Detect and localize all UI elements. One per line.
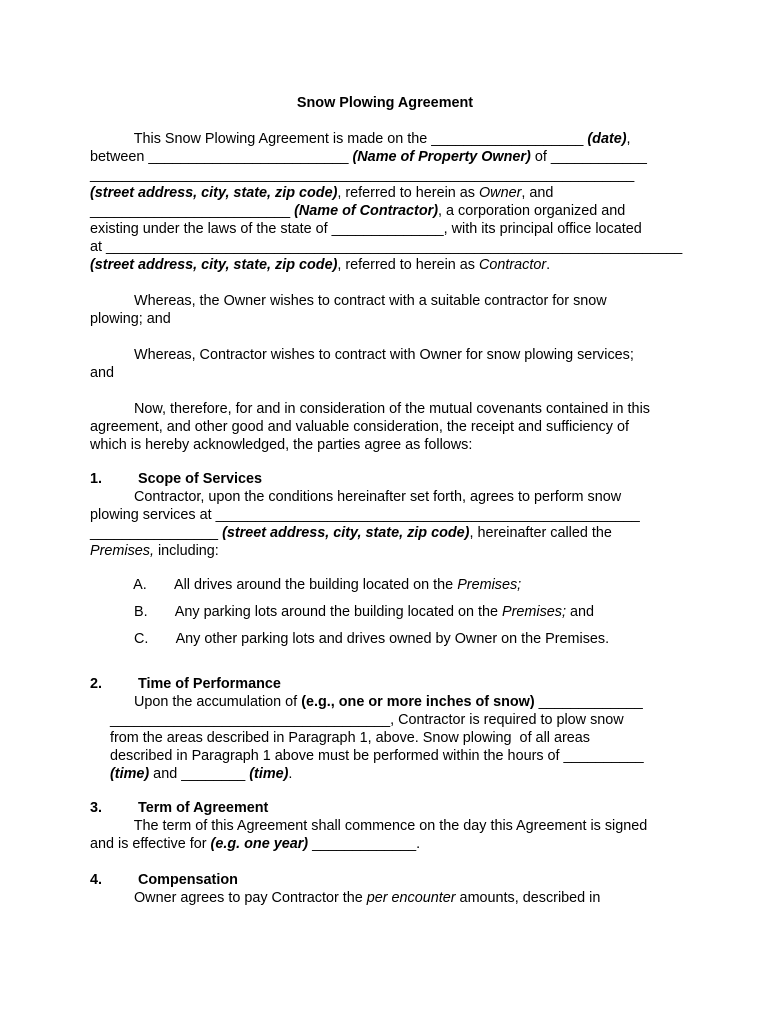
text-run: 4. Compensation — [90, 872, 238, 888]
document-line — [90, 238, 682, 256]
document-title: Snow Plowing Agreement — [296, 95, 474, 111]
text-run: 2. Time of Performance — [90, 676, 281, 692]
text-run: (date) — [587, 131, 627, 147]
document-line — [90, 729, 590, 747]
text-run: ________________ — [90, 525, 223, 541]
text-run: (Name of Property Owner) — [352, 149, 531, 165]
text-run: . — [546, 257, 551, 273]
text-run: . — [288, 766, 293, 782]
text-run: ___________________________________, Contractor is required to plow snow — [90, 712, 624, 728]
document-line — [90, 889, 600, 907]
document-line — [90, 436, 472, 454]
text-run: (e.g. one year) — [210, 836, 309, 852]
text-run: Owner agrees to pay Contractor the — [90, 890, 367, 906]
text-run: plowing; and — [90, 311, 171, 327]
text-run: , hereinafter called the — [469, 525, 612, 541]
text-run: Upon the accumulation of — [90, 694, 302, 710]
text-run: The term of this Agreement shall commence on the day this Agreement is signed — [90, 818, 648, 834]
document-line — [90, 256, 550, 274]
document-line — [90, 576, 521, 594]
text-run: between _________________________ — [90, 149, 353, 165]
document-line — [90, 148, 647, 166]
text-run: Premises, — [90, 543, 154, 559]
text-run: Contractor — [478, 257, 547, 273]
document-line — [90, 542, 219, 560]
document-line — [90, 418, 629, 436]
document-line — [90, 799, 268, 817]
text-run: , referred to herein as — [337, 257, 479, 273]
text-run: _____________ — [534, 694, 643, 710]
document-line — [90, 310, 171, 328]
document-line — [90, 202, 625, 220]
text-run — [90, 766, 110, 782]
text-run: _________________________ — [90, 203, 295, 219]
text-run: Now, therefore, for and in consideration of the mutual covenants contained in this — [90, 401, 650, 417]
text-run: Whereas, Contractor wishes to contract with Owner for snow plowing services; — [90, 347, 634, 363]
text-run: _____________. — [308, 836, 421, 852]
text-run: C. Any other parking lots and drives owned by Owner on the Premises. — [90, 631, 610, 647]
document-line — [90, 871, 238, 889]
document-line — [90, 630, 609, 648]
document-line — [90, 693, 643, 711]
document-line — [90, 470, 262, 488]
document-line — [90, 765, 292, 783]
text-run: (street address, city, state, zip code) — [222, 525, 470, 541]
text-run: which is hereby acknowledged, the parties agree as follows: — [90, 437, 473, 453]
document-line — [90, 346, 634, 364]
text-run: at ________________________________________________________________________ — [90, 239, 683, 255]
text-run: (street address, city, state, zip code) — [90, 257, 338, 273]
text-run: from the areas described in Paragraph 1, above. Snow plowing of all areas — [90, 730, 590, 746]
document-line — [90, 488, 621, 506]
text-run: (Name of Contractor) — [294, 203, 439, 219]
document-line — [90, 675, 281, 693]
text-run: ____________________________________________________________________ — [90, 167, 635, 183]
text-run: Premises; — [457, 577, 522, 593]
text-run: (time) — [249, 766, 289, 782]
document-line — [90, 603, 594, 621]
text-run: This Snow Plowing Agreement is made on the ___________________ — [90, 131, 588, 147]
text-run: A. All drives around the building located on the — [90, 577, 458, 593]
text-run: per encounter — [366, 890, 456, 906]
document-line — [90, 292, 607, 310]
text-run: existing under the laws of the state of ______________, with its principal office located — [90, 221, 642, 237]
text-run: agreement, and other good and valuable consideration, the receipt and sufficiency of — [90, 419, 629, 435]
document-line — [90, 130, 631, 148]
text-run: Premises; — [501, 604, 566, 620]
text-run: (e.g., one or more inches of snow) — [301, 694, 535, 710]
document-line — [90, 524, 612, 542]
document-line — [90, 166, 634, 184]
text-run: , and — [521, 185, 554, 201]
text-run: (street address, city, state, zip code) — [90, 185, 338, 201]
text-run: , a corporation organized and — [438, 203, 626, 219]
document-line — [90, 364, 114, 382]
text-run: Whereas, the Owner wishes to contract with a suitable contractor for snow — [90, 293, 607, 309]
text-run: amounts, described in — [455, 890, 601, 906]
text-run: including: — [153, 543, 219, 559]
document-line — [90, 400, 650, 418]
text-run: Contractor, upon the conditions hereinafter set forth, agrees to perform snow — [90, 489, 622, 505]
text-run: described in Paragraph 1 above must be performed within the hours of __________ — [90, 748, 644, 764]
text-run: , referred to herein as — [337, 185, 479, 201]
document-line — [90, 711, 624, 729]
text-run: , — [626, 131, 631, 147]
text-run: 1. Scope of Services — [90, 471, 262, 487]
document-line — [90, 220, 642, 238]
text-run: and is effective for — [90, 836, 211, 852]
text-run: 3. Term of Agreement — [90, 800, 269, 816]
document-line — [90, 506, 640, 524]
text-run: Owner — [478, 185, 522, 201]
document-line — [90, 184, 553, 202]
text-run: B. Any parking lots around the building located on the — [90, 604, 502, 620]
document-line — [90, 817, 647, 835]
text-run: plowing services at _____________________________________________________ — [90, 507, 640, 523]
text-run: of ____________ — [530, 149, 647, 165]
document-line — [90, 835, 420, 853]
document-line — [90, 747, 644, 765]
text-run: and — [565, 604, 594, 620]
text-run: and — [90, 365, 115, 381]
text-run: (time) — [110, 766, 150, 782]
text-run: and ________ — [149, 766, 250, 782]
